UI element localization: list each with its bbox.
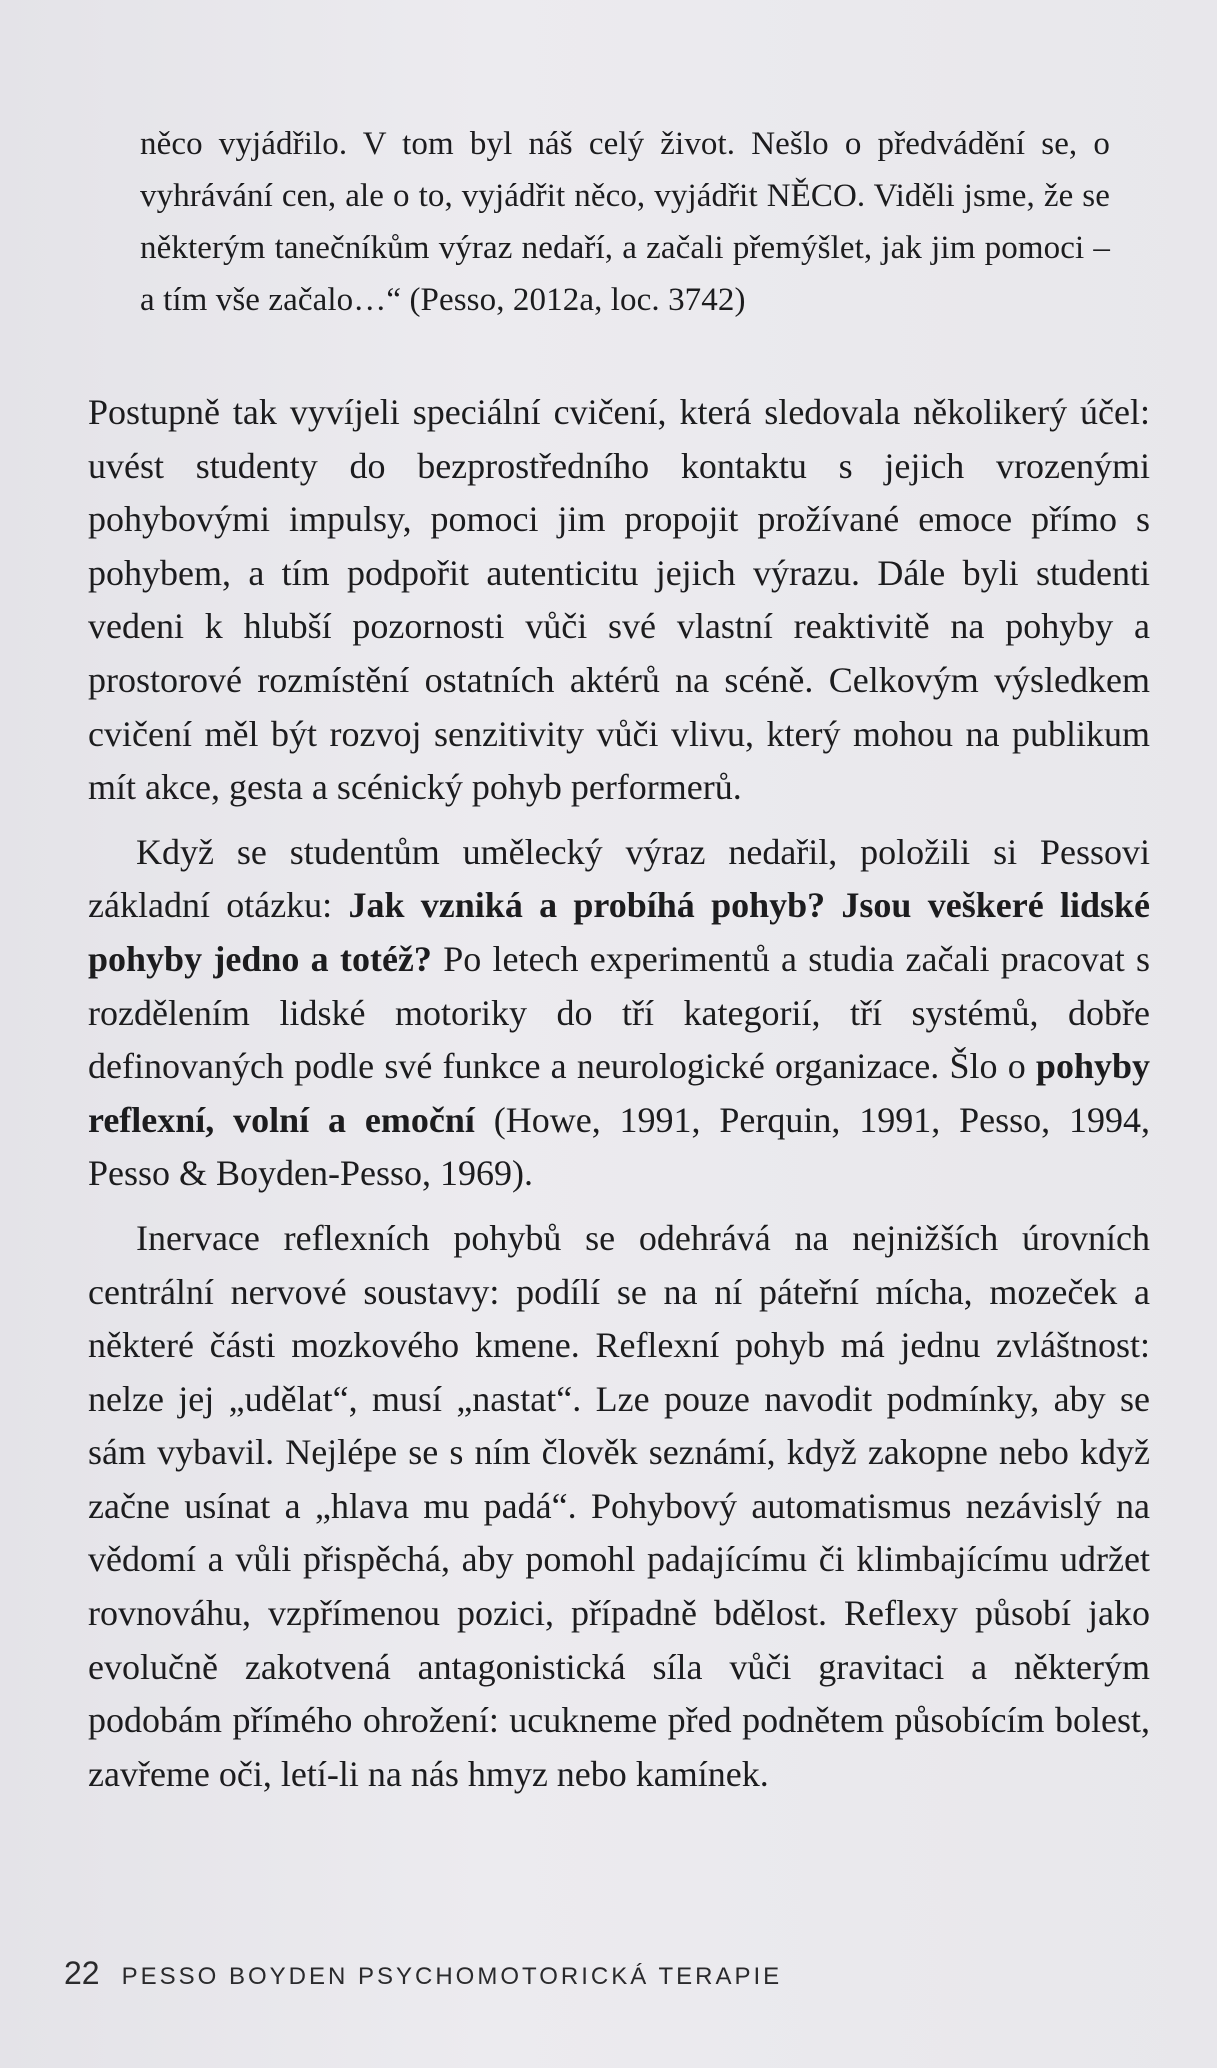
quote-text: něco vyjádřilo. V tom byl náš celý život. Nešlo o předvádění se, o vyhrávání cen, ale o to, vyjádřit něco, vyjádřit NĚCO. Viděli jsme, že se některým tanečníkům výraz nedaří, a začali přemýšlet, jak jim pomoci – a tím vše začalo…“ (Pesso, 2012a, loc. 3742) [140, 126, 1110, 318]
page-footer [64, 1955, 782, 1992]
paragraph-2-middle: Po letech experimentů a studia začali pracovat s rozdělením lidské motoriky do tří kategorií, tří systémů, dobře definovaných podle své funkce a neurologické organizace. Šlo o [88, 938, 1150, 1087]
page-number: 22 [64, 1955, 100, 1991]
block-quote [140, 118, 1110, 326]
paragraph-3: Inervace reflexních pohybů se odehrává na nejnižších úrovních centrální nervové soustavy: podílí se na ní páteřní mícha, mozeček a některé části mozkového kmene. Reflexní pohyb má jednu zvláštnost: nelze jej „udělat“, musí „nastat“. Lze pouze navodit podmínky, aby se sám vybavil. Nejlépe se s ním člověk seznámí, když zakopne nebo když začne usínat a „hlava mu padá“. Pohybový automatismus nezávislý na vědomí a vůli přispěchá, aby pomohl padajícímu či klimbajícímu udržet rovnováhu, vzpřímenou pozici, případně bdělost. Reflexy působí jako evolučně zakotvená antagonistická síla vůči gravitaci a některým podobám přímého ohrožení: ucukneme před podnětem působícím bolest, zavřeme oči, letí-li na nás hmyz nebo kamínek. [88, 1217, 1150, 1794]
paragraph-1: Postupně tak vyvíjeli speciální cvičení, která sledovala několikerý účel: uvést studenty do bezprostředního kontaktu s jejich vrozenými pohybovými impulsy, pomoci jim propojit prožívané emoce přímo s pohybem, a tím podpořit autenticitu jejich výrazu. Dále byli studenti vedeni k hlubší pozornosti vůči své vlastní reaktivitě na pohyby a prostorové rozmístění ostatních aktérů na scéně. Celkovým výsledkem cvičení měl být rozvoj senzitivity vůči vlivu, který mohou na publikum mít akce, gesta a scénický pohyb performerů. [88, 392, 1150, 808]
paragraph-2-end: (Howe, 1991, Perquin, 1991, Pesso, 1994, Pesso & Boyden-Pesso, 1969). [88, 1099, 1150, 1194]
paragraph-2 [88, 826, 1150, 1201]
paragraph-2-bold-categories: pohyby reflexní, volní a emoční [88, 1046, 1150, 1140]
body-text [88, 386, 1150, 1801]
paragraph-2-bold-question: Jak vzniká a probíhá pohyb? Jsou veškeré lidské pohyby jedno a totéž? [88, 885, 1151, 979]
paragraph-2-start: Když se studentům umělecký výraz nedařil, položili si Pessovi základní otázku: [88, 831, 1150, 926]
running-head: PESSO BOYDEN PSYCHOMOTORICKÁ TERAPIE [121, 1963, 783, 1990]
